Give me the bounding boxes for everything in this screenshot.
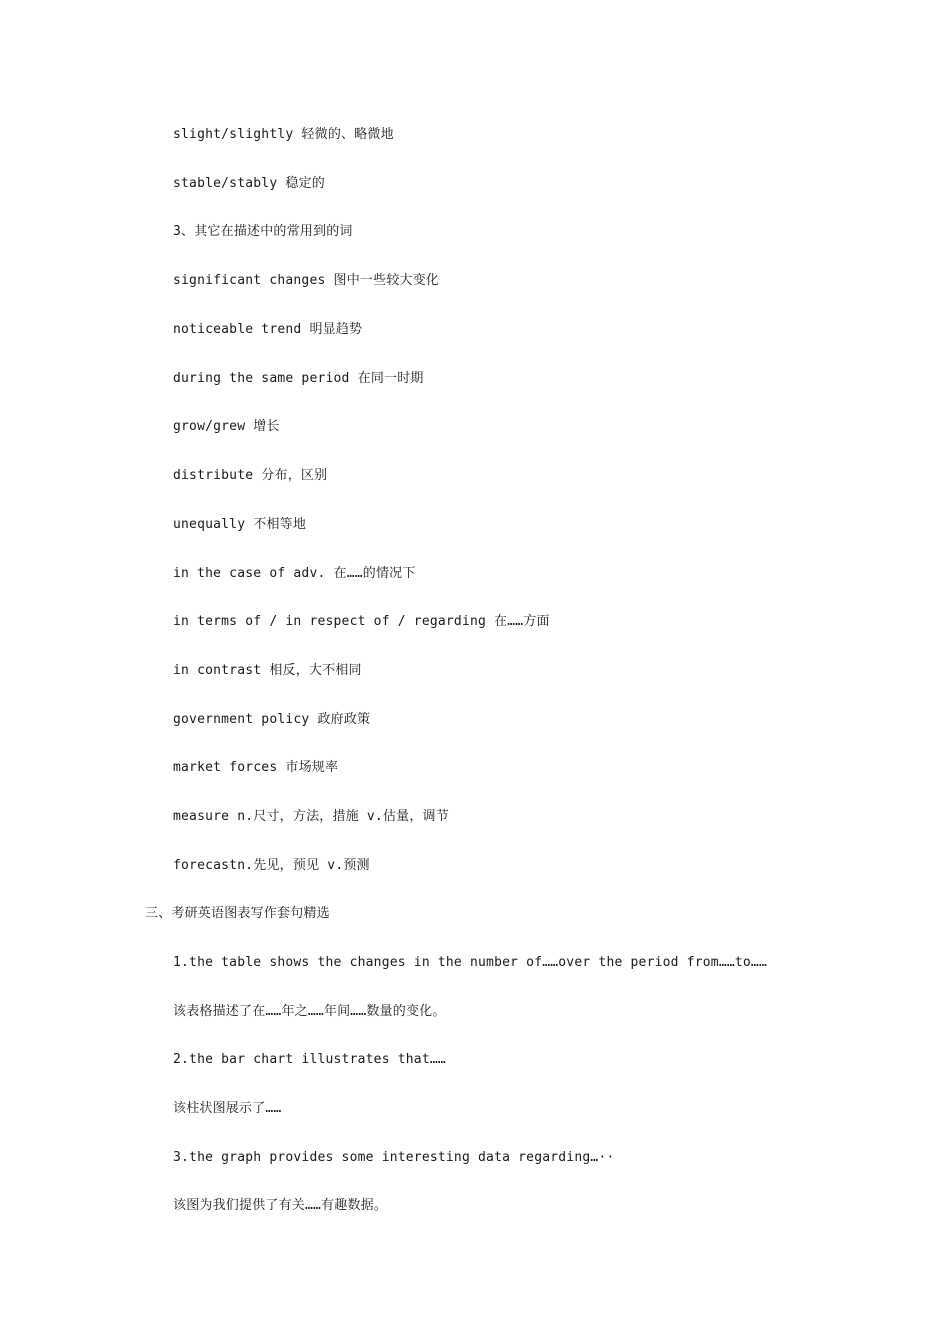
vocab-line: forecastn.先见，预见 v.预测 [173, 858, 370, 873]
vocab-line: government policy 政府政策 [173, 712, 371, 727]
vocab-line: unequally 不相等地 [173, 517, 307, 532]
vocab-line: distribute 分布，区别 [173, 468, 328, 483]
vocab-line: in contrast 相反，大不相同 [173, 663, 362, 678]
phrase-translation: 该图为我们提供了有关……有趣数据。 [173, 1198, 388, 1213]
phrase-line: 2.the bar chart illustrates that…… [173, 1052, 446, 1067]
vocab-line: noticeable trend 明显趋势 [173, 322, 363, 337]
vocab-line: stable/stably 稳定的 [173, 176, 325, 191]
phrase-line: 3.the graph provides some interesting data regarding…·· [173, 1150, 615, 1165]
subsection-heading: 3、其它在描述中的常用到的词 [173, 224, 353, 239]
vocab-line: grow/grew 增长 [173, 419, 280, 434]
phrase-translation: 该柱状图展示了…… [173, 1101, 282, 1116]
vocab-line: slight/slightly 轻微的、略微地 [173, 127, 394, 142]
vocab-line: significant changes 图中一些较大变化 [173, 273, 440, 288]
vocab-line: in terms of / in respect of / regarding 在……方面 [173, 614, 550, 629]
vocab-line: during the same period 在同一时期 [173, 371, 424, 386]
section-heading: 三、考研英语图表写作套句精选 [145, 906, 330, 921]
vocab-line: measure n.尺寸，方法，措施 v.估量，调节 [173, 809, 449, 824]
vocab-line: in the case of adv. 在……的情况下 [173, 566, 416, 581]
vocab-line: market forces 市场规率 [173, 760, 339, 775]
phrase-translation: 该表格描述了在……年之……年间……数量的变化。 [173, 1004, 446, 1019]
phrase-line: 1.the table shows the changes in the number of……over the period from……to…… [173, 955, 767, 970]
